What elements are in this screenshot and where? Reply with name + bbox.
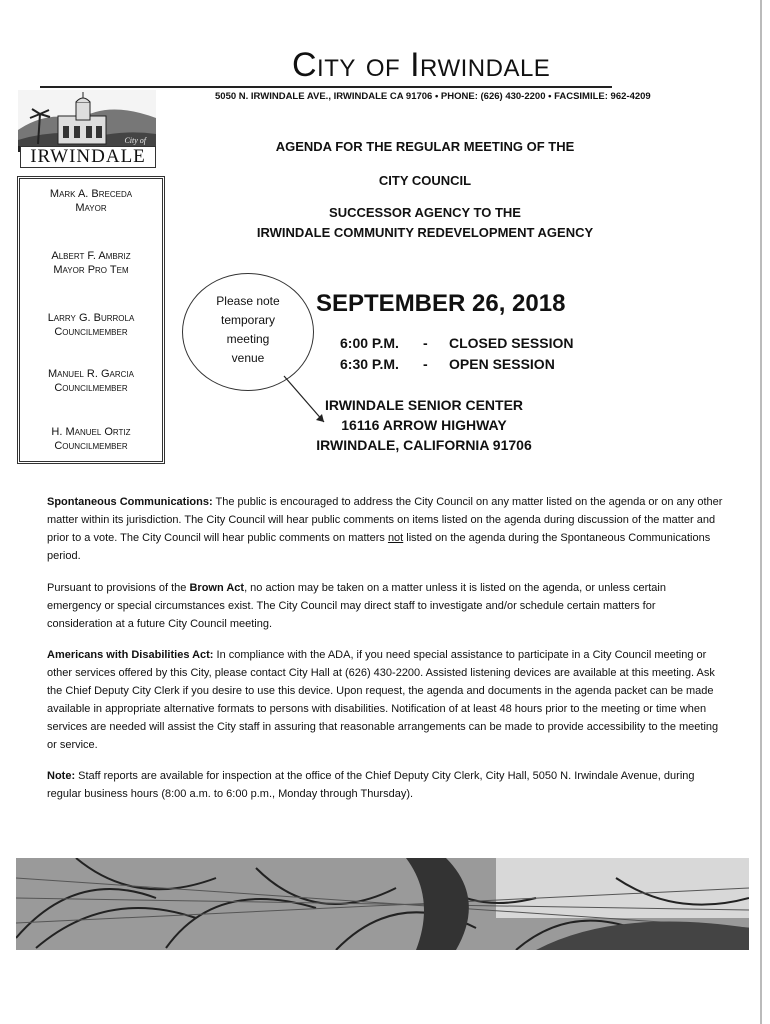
note-text: Staff reports are available for inspection at the office of the Chief Deputy City Clerk, City Hall, 5050 N. Irwindale Avenue, during regular business hours (8:00 a.m. to 6:00 p.m., Monday through Thursday).: [47, 770, 695, 800]
council-member: [20, 425, 162, 453]
member-name: Manuel R. Garcia: [48, 368, 134, 380]
venue-name: IRWINDALE SENIOR CENTER: [324, 397, 524, 413]
member-role: Mayor: [75, 202, 107, 214]
council-member: [20, 311, 162, 339]
council-member: [20, 187, 162, 215]
note-paragraph: [47, 767, 723, 803]
address-line: 5050 N. IRWINDALE AVE., IRWINDALE CA 91706 • PHONE: (626) 430-2200 • FACSIMILE: 962-4209: [215, 91, 651, 102]
bubble-line: Please note: [216, 294, 280, 308]
bubble-line: temporary: [220, 313, 276, 327]
ada-text: In compliance with the ADA, if you need special assistance to participate in a City Council meeting or other services offered by this City, please contact City Hall at (626) 430-2200. Assisted listening devices are available at this meeting. Ask the Chief Deputy City Clerk if you desire to use this device. Upon request, the agenda and documents in the agenda packet can be made available in appropriate alternative formats to persons with disabilities. Notification of at least 48 hours prior to the meeting or time when services are needed will assist the City staff in assuring that reasonable arrangements can be made to provide accessibility to the meeting or service.: [47, 649, 719, 751]
spontaneous-communications-paragraph: [47, 493, 723, 565]
session-time: 6:30 P.M.: [340, 356, 399, 372]
meeting-date: SEPTEMBER 26, 2018: [316, 290, 566, 317]
agenda-heading-line2: CITY COUNCIL: [378, 173, 472, 188]
palm-trees-banner: [16, 858, 749, 950]
council-member: [20, 249, 162, 277]
brown-act-paragraph: [47, 579, 723, 633]
member-role: Councilmember: [54, 440, 128, 452]
council-members-box: [17, 176, 165, 464]
brown-text: , no action may be taken on a matter unless it is listed on the agenda, or unless certain emergency or special circumstances exist. The City Council may direct staff to investigate and/or schedule certain matters for consideration at a future City Council meeting.: [47, 582, 666, 630]
agenda-heading-line1: AGENDA FOR THE REGULAR MEETING OF THE: [275, 139, 575, 154]
logo-name: IRWINDALE: [20, 146, 156, 168]
session-label: OPEN SESSION: [449, 356, 555, 372]
session-dash: -: [423, 335, 428, 351]
page-edge: [760, 0, 762, 1024]
spontaneous-label: Spontaneous Communications:: [47, 496, 213, 508]
agenda-heading-line3: SUCCESSOR AGENCY TO THE: [329, 205, 521, 220]
ada-paragraph: [47, 646, 723, 754]
bubble-line: meeting: [226, 332, 270, 346]
city-title: City of Irwindale: [292, 46, 551, 84]
venue-street: 16116 ARROW HIGHWAY: [341, 417, 507, 433]
brown-act-label: Brown Act: [189, 582, 245, 594]
member-name: H. Manuel Ortiz: [51, 426, 131, 438]
note-label: Note:: [47, 770, 76, 782]
member-name: Albert F. Ambriz: [51, 250, 131, 262]
session-label: CLOSED SESSION: [449, 335, 574, 351]
city-logo: [18, 90, 156, 170]
brown-pre: Pursuant to provisions of the: [47, 582, 190, 594]
venue-city: IRWINDALE, CALIFORNIA 91706: [316, 437, 532, 453]
member-role: Mayor Pro Tem: [53, 264, 129, 276]
session-time: 6:00 P.M.: [340, 335, 399, 351]
member-role: Councilmember: [54, 382, 128, 394]
agenda-heading-line4: IRWINDALE COMMUNITY REDEVELOPMENT AGENCY: [256, 225, 594, 240]
spontaneous-text: The public is encouraged to address the City Council on any matter listed on the agenda or on any other matter within its jurisdiction. The City Council will hear public comments on items listed on the agenda during discussion of the matter and prior to a vote. The City Council will hear public comments on matters: [47, 496, 723, 544]
session-dash: -: [423, 356, 428, 372]
logo-small-text: City of: [124, 136, 146, 145]
ada-label: Americans with Disabilities Act:: [47, 649, 214, 661]
bubble-line: venue: [231, 351, 265, 365]
council-member: [20, 367, 162, 395]
member-role: Councilmember: [54, 326, 128, 338]
title-rule: [40, 86, 612, 88]
not-emphasis: not: [387, 532, 404, 544]
palm-fronds-image: [16, 858, 749, 950]
member-name: Larry G. Burrola: [47, 312, 135, 324]
spontaneous-text-end: listed on the agenda during the Spontaneous Communications period.: [47, 532, 711, 562]
member-name: Mark A. Breceda: [49, 188, 133, 200]
